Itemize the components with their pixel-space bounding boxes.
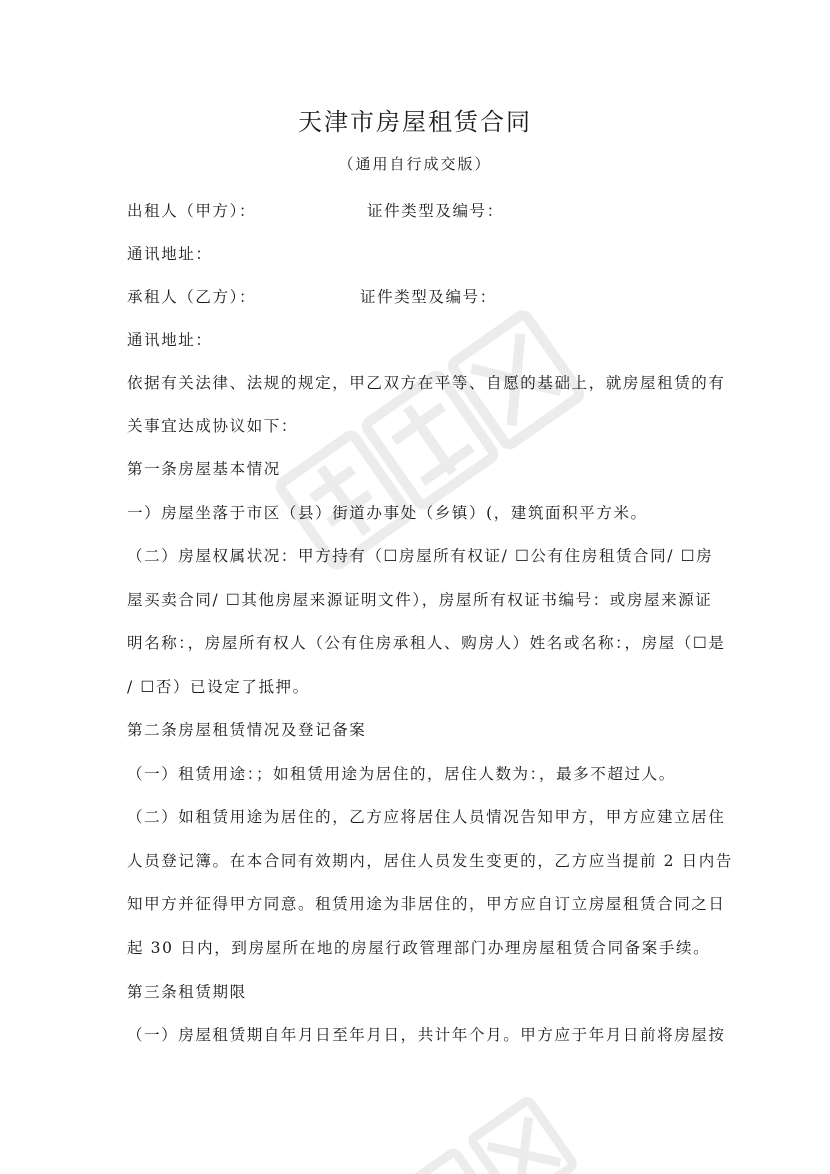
intro-line: 关事宜达成协议如下： <box>127 417 299 435</box>
article-1-paragraph-2-line: 屋买卖合同/ ☐其他房屋来源证明文件），房屋所有权证书编号：或房屋来源证 <box>127 591 713 609</box>
article-1-paragraph-1: 一）房屋坐落于市区（县）街道办事处（乡镇）(，建筑面积平方米。 <box>127 504 648 522</box>
article-1-paragraph-2-line: / ☐否）已设定了抵押。 <box>127 678 310 696</box>
party-a-label: 出租人（甲方）： <box>127 202 257 220</box>
article-1-heading: 第一条房屋基本情况 <box>127 460 281 478</box>
article-1-paragraph-2-line: （二）房屋权属状况：甲方持有（☐房屋所有权证/ ☐公有住房租赁合同/ ☐房 <box>127 547 714 565</box>
article-1-paragraph-2-line: 明名称：，房屋所有权人（公有住房承租人、购房人）姓名或名称：，房屋（☐是 <box>127 634 726 652</box>
watermark-icon <box>380 1080 580 1174</box>
intro-line: 依据有关法律、法规的规定，甲乙双方在平等、自愿的基础上，就房屋租赁的有 <box>127 374 726 392</box>
article-2-paragraph-2-line: 人员登记簿。在本合同有效期内，居住人员发生变更的，乙方应当提前 2 日内告 <box>127 852 733 870</box>
party-b-address-label: 通讯地址： <box>127 331 213 349</box>
article-2-paragraph-2-line: 知甲方并征得甲方同意。租赁用途为非居住的，甲方应自订立房屋租赁合同之日 <box>127 895 726 913</box>
party-b-id-label: 证件类型及编号： <box>360 288 497 306</box>
party-a-address-label: 通讯地址： <box>127 245 213 263</box>
party-b-label: 承租人（乙方）： <box>127 288 257 306</box>
document-title: 天津市房屋租赁合同 <box>298 108 532 136</box>
party-a-id-label: 证件类型及编号： <box>367 202 504 220</box>
article-3-heading: 第三条租赁期限 <box>127 983 247 1001</box>
article-2-paragraph-2-line: 起 30 日内，到房屋所在地的房屋行政管理部门办理房屋租赁合同备案手续。 <box>127 939 711 957</box>
article-2-heading: 第二条房屋租赁情况及登记备案 <box>127 721 367 739</box>
article-3-paragraph-1: （一）房屋租赁期自年月日至年月日，共计年个月。甲方应于年月日前将房屋按 <box>127 1026 726 1044</box>
document-subtitle: （通用自行成交版） <box>338 155 492 173</box>
article-2-paragraph-2-line: （二）如租赁用途为居住的，乙方应将居住人员情况告知甲方，甲方应建立居住 <box>127 808 726 826</box>
article-2-paragraph-1: （一）租赁用途：；如租赁用途为居住的，居住人数为：，最多不超过人。 <box>127 765 676 783</box>
